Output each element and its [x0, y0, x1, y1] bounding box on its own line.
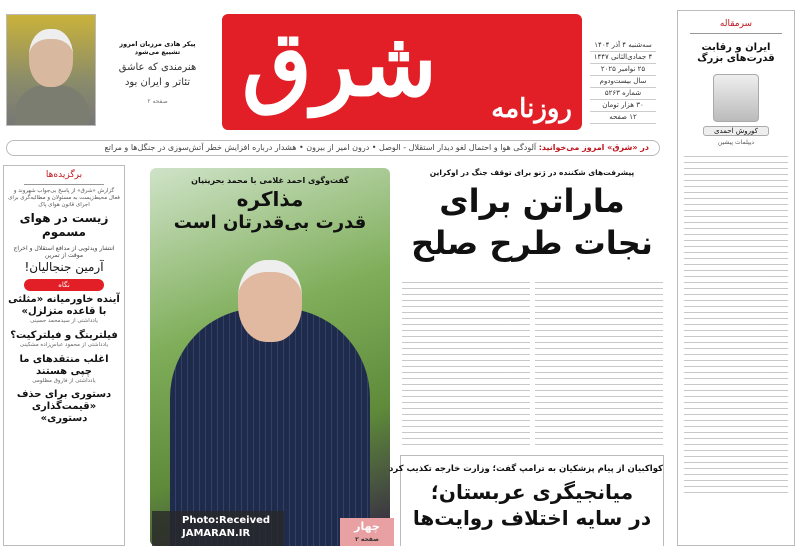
story2-headline[interactable]: آرمین جنجالیان!	[24, 259, 104, 274]
section-label-view: نگاه	[24, 279, 104, 291]
ticker-bar[interactable]	[6, 140, 660, 156]
bottom-headline-2: در سایه اختلاف روایت‌ها	[412, 506, 652, 530]
issue-pages: ۱۲ صفحه	[590, 112, 656, 124]
story3-headline[interactable]: آینده خاورمیانه «مثلثی با قاعده متزلزل»	[8, 294, 120, 318]
watermark-line-2: JAMARAN.IR	[182, 528, 251, 539]
tab-page: صفحه ۲	[355, 536, 379, 543]
teaser-headline: هنرمندی که عاشق تئاتر و ایران بود	[118, 62, 197, 88]
highlights-label: برگزیده‌ها	[45, 170, 83, 180]
brand-sub: روزنامه	[491, 94, 572, 124]
interview-photo[interactable]	[150, 168, 390, 546]
teaser-kicker: پیکر هادی مرزبان امروز تشییع می‌شود	[119, 40, 196, 56]
interview-kicker: گفت‌وگوی احمد غلامی با محمد بحرینیان	[191, 176, 349, 185]
bottom-kicker: کواکبیان از پیام پزشکیان به ترامپ گفت؛ وزارت خارجه تکذیب کرد	[389, 464, 663, 474]
author-name: کوروش احمدی	[703, 126, 769, 136]
lead-kicker: پیشرفت‌های شکننده در ژنو برای توقف جنگ در اوکراین	[429, 168, 635, 177]
lead-body-col-2	[402, 282, 530, 450]
lead-story[interactable]	[400, 168, 664, 264]
masthead-logo	[222, 14, 582, 130]
story1-intro: گزارش «شرق» از پاسخ بی‌جواب شهروند و فعال محیط‌زیست به مسئولان و مطالبه‌گری برای اجرای قانون هوای پاک	[8, 187, 120, 208]
story5-headline[interactable]: اغلب منتقدهای ما چپی هستند	[19, 353, 109, 377]
story4-byline: یادداشتی از محمود عباس‌زاده مشکینی	[19, 341, 109, 348]
issue-date: سه‌شنبه ۴ آذر ۱۴۰۴	[590, 40, 656, 52]
watermark-line-1: Photo:Received	[182, 515, 271, 526]
tab-label: چهار	[354, 520, 380, 533]
photo-credit-watermark	[152, 511, 284, 546]
interview-headline-1: مذاکره	[236, 187, 304, 211]
author-photo	[713, 74, 759, 122]
story5-byline: یادداشتی از فاروق مظلومی	[32, 377, 96, 384]
bottom-story[interactable]	[389, 455, 664, 546]
story6-headline[interactable]: دستوری برای حذف «قیمت‌گذاری دستوری»	[16, 389, 112, 425]
story3-byline: یادداشتی از سیدمحمد حسینی	[30, 318, 98, 325]
issue-info	[590, 40, 656, 124]
issue-number: شماره ۵۲۶۳	[590, 88, 656, 100]
brand-name: شرق	[242, 14, 437, 117]
top-teaser[interactable]	[110, 40, 205, 105]
editorial-label: سرمقاله	[719, 19, 753, 29]
bottom-headline-1: میانجیگری عربستان؛	[430, 480, 634, 504]
editorial-body	[684, 156, 788, 496]
highlights-column	[3, 165, 125, 546]
story4-headline[interactable]: فیلترینگ و فیلترکیت؟	[10, 329, 118, 341]
page-tab	[340, 518, 394, 546]
story2-kicker: انتشار ویدئویی از مدافع استقلال و اخراج موقت از تمرین	[13, 244, 115, 259]
issue-date-gregorian: ۲۵ نوامبر ۲۰۲۵	[590, 64, 656, 76]
issue-year: سال بیست‌ودوم	[590, 76, 656, 88]
lead-headline-2: نجات طرح صلح	[411, 224, 653, 262]
story1-headline[interactable]: زیست در هوای مسموم	[19, 210, 109, 240]
issue-price: ۳۰ هزار تومان	[590, 100, 656, 112]
lead-body-col-1	[535, 282, 663, 450]
teaser-photo	[6, 14, 96, 126]
ticker-items: آلودگی هوا و احتمال لغو دیدار استقلال - الوصل • درون امیر از بیرون • هشدار درباره افزایش خطر آتش‌سوزی در جنگل‌ها و مراتع	[104, 143, 537, 152]
author-title: دیپلمات پیشین	[717, 139, 755, 146]
issue-date-hijri: ۴ جمادی‌الثانی ۱۴۴۷	[590, 52, 656, 64]
teaser-page: صفحه ۲	[147, 98, 168, 105]
ticker-label: در «شرق» امروز می‌خوانید:	[538, 143, 649, 152]
editorial-headline: ایران و رقابت قدرت‌های بزرگ	[697, 42, 775, 64]
lead-headline-1: ماراتن برای	[439, 182, 625, 220]
interview-headline-2: قدرت بی‌قدرتان است	[173, 212, 367, 233]
editorial-box[interactable]	[677, 10, 795, 546]
